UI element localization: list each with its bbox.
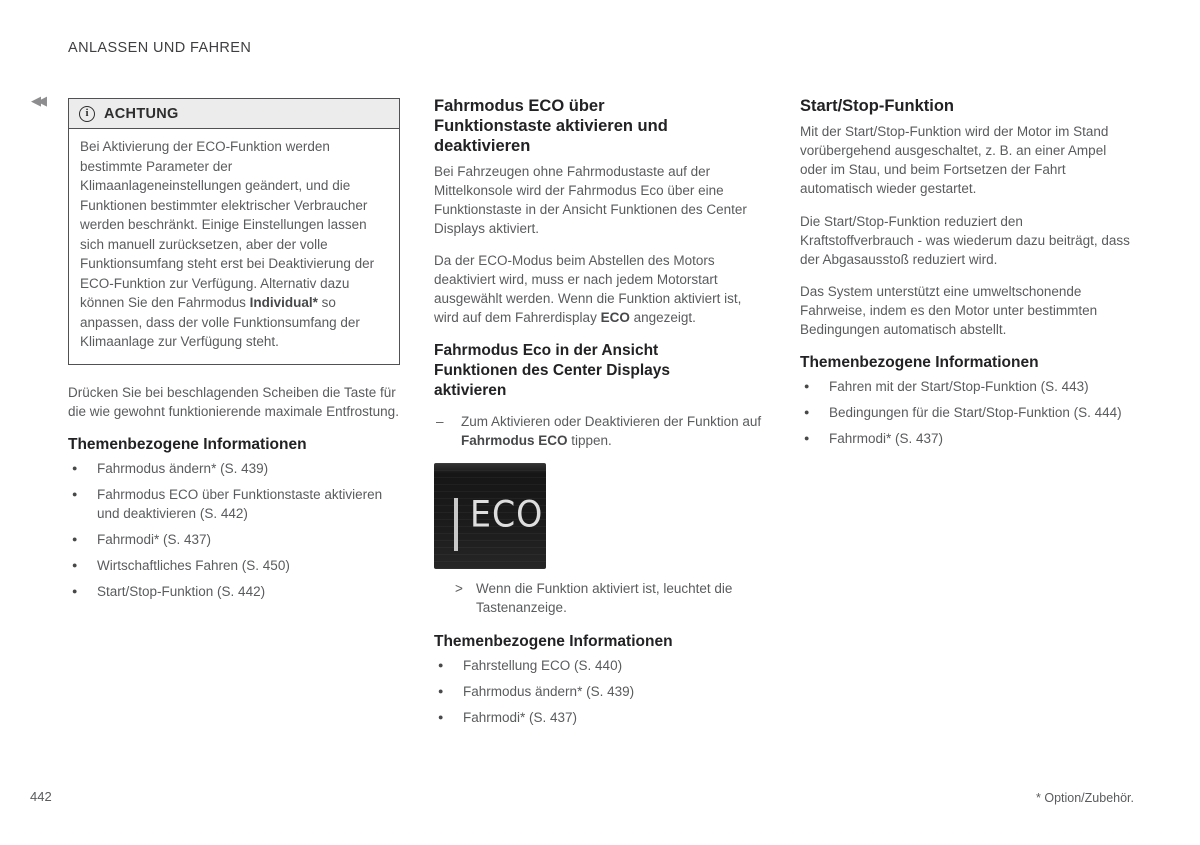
topic-link[interactable]: Fahrmodus ändern* (S. 439) [97, 460, 269, 476]
middle-p2-bold: ECO [600, 310, 630, 325]
warning-body-text [69, 129, 399, 364]
left-column [68, 96, 400, 734]
bullet-icon: ● [72, 462, 78, 473]
bullet-icon: ● [438, 686, 444, 696]
middle-paragraph-2 [434, 251, 766, 327]
page-number: 442 [30, 789, 52, 804]
topic-link[interactable]: Fahrstellung ECO (S. 440) [463, 658, 623, 673]
middle-paragraph-1: Bei Fahrzeugen ohne Fahrmodustaste auf der Mittelkonsole wird der Fahrmodus Eco über eine Funktionstaste in der Ansicht Funktionen des Center Displays aktiviert. [434, 164, 747, 236]
list-item [68, 530, 400, 549]
right-paragraph-3: Das System unterstützt eine umweltschonende Fahrweise, indem es den Motor unter bestimmten Bedingungen automatisch abstellt. [800, 284, 1098, 337]
middle-topics-heading: Themenbezogene Informationen [434, 633, 673, 650]
left-topics-list [68, 459, 400, 601]
bullet-icon: ● [438, 660, 444, 670]
eco-button-label: ECO [470, 493, 544, 536]
middle-p2-pre: Da der ECO-Modus beim Abstellen des Motors deaktiviert wird, muss er nach jedem Motorstart ausgewählt werden. Wenn die Funktion aktiviert ist, wird auf dem Fahrerdisplay [434, 253, 742, 325]
left-topics-heading: Themenbezogene Informationen [68, 435, 307, 453]
middle-column [434, 96, 766, 734]
bullet-icon: ● [438, 712, 444, 722]
info-icon: i [79, 106, 95, 122]
result-note [455, 579, 766, 617]
right-topics-heading: Themenbezogene Informationen [800, 354, 1039, 371]
page-continuation-icon: ◀◀ [31, 93, 43, 108]
warning-text-pre: Bei Aktivierung der ECO-Funktion werden bestimmte Parameter der Klimaanlageneinstellungen geändert, und die Funktionen bestimmter elektrischer Verbraucher werden beschränkt. Einige Einstellungen lassen sich manuell zurücksetzen, aber der volle Funktionsumfang steht erst bei Deaktivierung der ECO-Funktion zur Verfügung. Alternativ dazu können Sie den Fahrmodus [80, 139, 375, 310]
middle-p2-post: angezeigt. [629, 310, 696, 325]
topic-link[interactable]: Wirtschaftliches Fahren (S. 450) [97, 557, 290, 573]
left-paragraph: Drücken Sie bei beschlagenden Scheiben die Taste für die wie gewohnt funktionierende maximale Entfrostung. [68, 384, 399, 419]
topic-link[interactable]: Fahrmodus ECO über Funktionstaste aktivieren und deaktivieren (S. 442) [97, 486, 383, 521]
right-column [800, 96, 1132, 734]
eco-indicator-bar [454, 498, 458, 551]
dash-icon: – [436, 414, 444, 429]
step-text-post: tippen. [567, 433, 612, 448]
warning-box [68, 98, 400, 365]
list-item [68, 556, 400, 575]
list-item [800, 377, 1132, 396]
content-columns [68, 96, 1132, 734]
instruction-step-text [461, 412, 766, 450]
bullet-icon: ● [72, 585, 78, 596]
list-item [800, 429, 1132, 448]
topic-link[interactable]: Bedingungen für die Start/Stop-Funktion (S. 444) [829, 405, 1122, 420]
right-paragraph-1: Mit der Start/Stop-Funktion wird der Motor im Stand vorübergehend ausgeschaltet, z. B. an einer Ampel oder im Stau, und beim Fortsetzen der Fahrt automatisch wieder gestartet. [800, 124, 1109, 196]
bullet-icon: ● [804, 381, 810, 391]
step-text-bold: Fahrmodus ECO [461, 433, 568, 448]
list-item [68, 485, 400, 523]
list-item [434, 656, 766, 675]
topic-link[interactable]: Fahren mit der Start/Stop-Funktion (S. 443) [829, 379, 1089, 394]
topic-link[interactable]: Start/Stop-Funktion (S. 442) [97, 583, 266, 599]
list-item [434, 708, 766, 727]
list-item [68, 459, 400, 478]
warning-title: ACHTUNG [104, 105, 179, 122]
bullet-icon: ● [72, 488, 78, 499]
topic-link[interactable]: Fahrmodus ändern* (S. 439) [463, 684, 635, 699]
section-heading-eco: Fahrmodus ECO über Funktionstaste aktivieren und deaktivieren [434, 97, 668, 155]
result-text: Wenn die Funktion aktiviert ist, leuchtet die Tastenanzeige. [476, 581, 733, 615]
list-item [68, 582, 400, 601]
list-item [434, 682, 766, 701]
option-footnote: * Option/Zubehör. [1036, 791, 1134, 805]
result-arrow-icon: > [455, 581, 463, 596]
warning-box-header [69, 99, 399, 129]
subsection-heading-eco-activate: Fahrmodus Eco in der Ansicht Funktionen des Center Displays aktivieren [434, 342, 670, 399]
section-heading-startstop: Start/Stop-Funktion [800, 97, 954, 115]
right-paragraph-2: Die Start/Stop-Funktion reduziert den Kraftstoffverbrauch - was wiederum dazu beiträgt, dass der Abgasausstoß reduziert wird. [800, 214, 1130, 267]
bullet-icon: ● [72, 559, 78, 570]
warning-text-post: so anpassen, dass der volle Funktionsumfang der Klimaanlage zur Verfügung steht. [80, 295, 360, 349]
warning-text-bold: Individual* [249, 295, 318, 310]
bullet-icon: ● [804, 407, 810, 417]
instruction-step [434, 412, 766, 450]
topic-link[interactable]: Fahrmodi* (S. 437) [829, 431, 944, 446]
list-item [800, 403, 1132, 422]
bullet-icon: ● [72, 533, 78, 544]
bullet-icon: ● [804, 433, 810, 443]
middle-topics-list [434, 656, 766, 727]
step-text-pre: Zum Aktivieren oder Deaktivieren der Funktion auf [461, 414, 762, 429]
topic-link[interactable]: Fahrmodi* (S. 437) [463, 710, 578, 725]
topic-link[interactable]: Fahrmodi* (S. 437) [97, 531, 212, 547]
page-header-title: ANLASSEN UND FAHREN [68, 40, 252, 56]
right-topics-list [800, 377, 1132, 448]
eco-button-image [434, 463, 546, 569]
